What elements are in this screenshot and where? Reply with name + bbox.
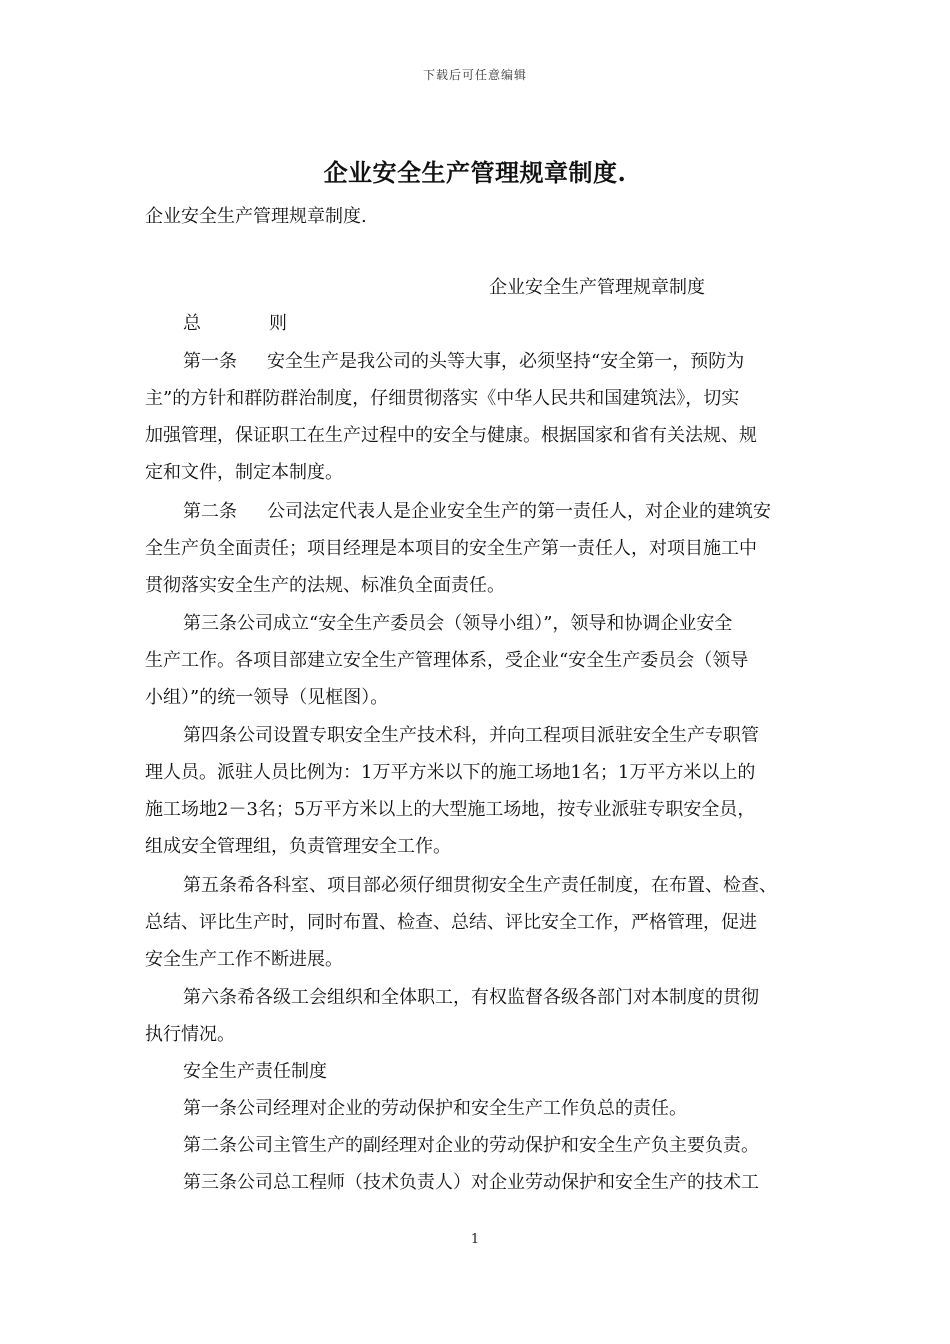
article-3-line-1: 第三条公司成立“安全生产委员会（领导小组）”，领导和协调企业安全 [183, 613, 733, 634]
article-4-line-2: 理人员。派驻人员比例为：1万平方米以下的施工场地1名；1万平方米以上的 [145, 762, 756, 783]
article-6 [145, 979, 809, 1053]
article-3-line-2: 生产工作。各项目部建立安全生产管理体系，受企业“安全生产委员会（领导 [145, 650, 749, 671]
responsibility-article-1-line-1: 第一条公司经理对企业的劳动保护和安全生产工作负总的责任。 [183, 1098, 687, 1119]
document-subtitle: 企业安全生产管理规章制度. [145, 206, 367, 227]
article-4-line-3: 施工场地2－3名；5万平方米以上的大型施工场地，按专业派驻专职安全员， [145, 799, 756, 820]
responsibility-article-3 [145, 1164, 809, 1201]
article-5-line-1: 第五条希各科室、项目部必须仔细贯彻安全生产责任制度，在布置、检查、 [183, 875, 777, 896]
general-heading-right: 则 [269, 313, 287, 334]
section-heading: 企业安全生产管理规章制度 [489, 277, 705, 298]
article-1 [145, 343, 809, 491]
article-2-line-1: 第二条 公司法定代表人是企业安全生产的第一责任人，对企业的建筑安 [183, 501, 771, 522]
article-1-label: 第一条 [183, 351, 237, 372]
article-2-line-2: 全生产负全面责任；项目经理是本项目的安全生产第一责任人，对项目施工中 [145, 538, 757, 559]
general-heading [183, 305, 287, 342]
article-1-line-1: 第一条 安全生产是我公司的头等大事，必须坚持“安全第一，预防为 [183, 351, 745, 372]
article-1-line-4: 定和文件，制定本制度。 [145, 462, 343, 483]
article-6-line-2: 执行情况。 [145, 1024, 235, 1045]
responsibility-article-3-line-1: 第三条公司总工程师（技术负责人）对企业劳动保护和安全生产的技术工 [183, 1172, 759, 1193]
responsibility-section-heading: 安全生产责任制度 [183, 1061, 327, 1082]
article-6-line-1: 第六条希各级工会组织和全体职工，有权监督各级各部门对本制度的贯彻 [183, 987, 759, 1008]
responsibility-article-2 [145, 1127, 809, 1164]
responsibility-article-1 [145, 1090, 809, 1127]
article-4-line-1: 第四条公司设置专职安全生产技术科，并向工程项目派驻安全生产专职管 [183, 725, 759, 746]
article-4-line-4: 组成安全管理组，负责管理安全工作。 [145, 836, 451, 857]
general-heading-left: 总 [183, 313, 201, 334]
responsibility-section [145, 1053, 809, 1090]
article-2-line-3: 贯彻落实安全生产的法规、标准负全面责任。 [145, 575, 505, 596]
article-5-line-2: 总结、评比生产时，同时布置、检查、总结、评比安全工作，严格管理，促进 [145, 912, 757, 933]
article-5 [145, 867, 809, 978]
article-5-line-3: 安全生产工作不断进展。 [145, 949, 343, 970]
article-1-line-3: 加强管理，保证职工在生产过程中的安全与健康。根据国家和省有关法规、规 [145, 425, 757, 446]
article-1-line-2: 主”的方针和群防群治制度，仔细贯彻落实《中华人民共和国建筑法》，切实 [145, 388, 740, 409]
article-3 [145, 605, 809, 716]
article-3-line-3: 小组）”的统一领导（见框图）。 [145, 687, 389, 708]
responsibility-article-2-line-1: 第二条公司主管生产的副经理对企业的劳动保护和安全生产负主要负责。 [183, 1135, 759, 1156]
page-number: 1 [470, 1232, 480, 1247]
page-header: 下载后可任意编辑 [422, 68, 527, 82]
article-2-label: 第二条 [183, 501, 237, 522]
article-2 [145, 493, 809, 604]
document-title: 企业安全生产管理规章制度. [323, 158, 627, 187]
article-4 [145, 717, 809, 865]
